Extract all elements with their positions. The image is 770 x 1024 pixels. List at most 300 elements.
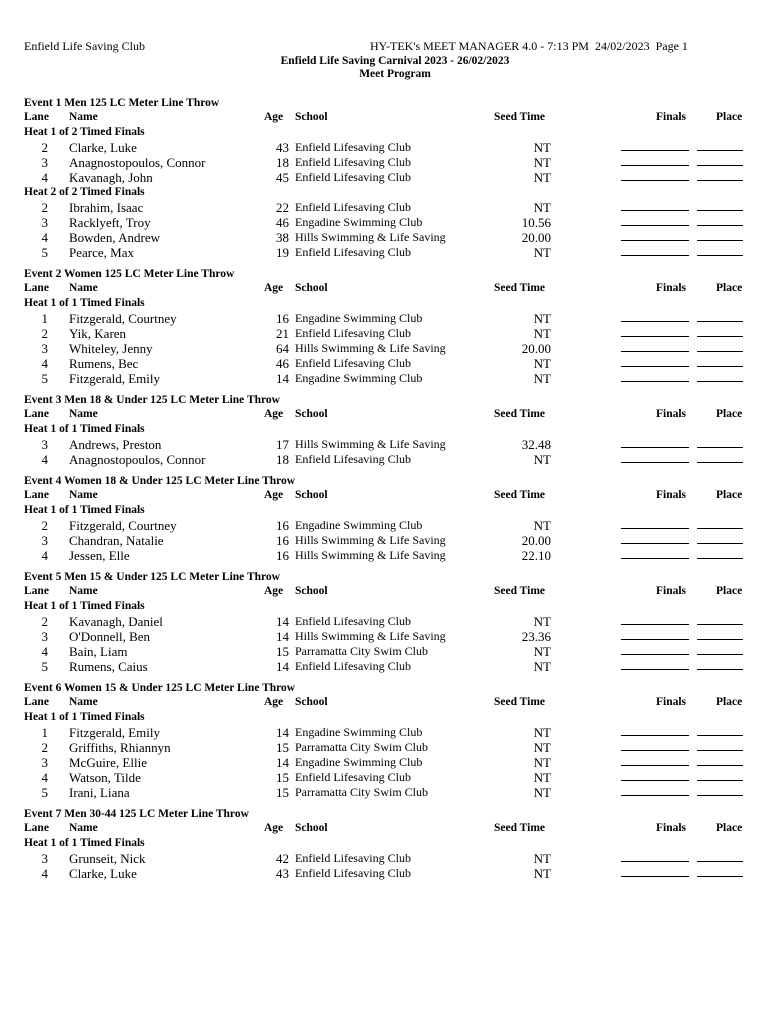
finals-blank-line xyxy=(621,225,689,226)
finals-blank-line xyxy=(621,462,689,463)
place-blank-line xyxy=(697,366,743,367)
seed-time: 23.36 xyxy=(521,629,551,644)
swimmer-name: Anagnostopoulos, Connor xyxy=(69,452,206,467)
name-header: Name xyxy=(69,696,98,708)
entry-row xyxy=(24,548,746,563)
seed-time: 22.10 xyxy=(521,548,551,563)
swimmer-age: 22 xyxy=(276,200,289,215)
school-name: Engadine Swimming Club xyxy=(295,371,423,385)
finals-blank-line xyxy=(621,861,689,862)
place-blank-line xyxy=(697,780,743,781)
event-block xyxy=(24,394,746,467)
lane-header: Lane xyxy=(24,585,49,597)
place-blank-line xyxy=(697,165,743,166)
column-header-row xyxy=(24,110,746,125)
lane-number: 3 xyxy=(41,533,48,548)
age-header: Age xyxy=(264,822,284,834)
entry-row xyxy=(24,755,746,770)
entry-row xyxy=(24,725,746,740)
swimmer-age: 14 xyxy=(276,371,289,386)
event-title: Event 5 Men 15 & Under 125 LC Meter Line Throw xyxy=(24,571,280,583)
finals-blank-line xyxy=(621,351,689,352)
swimmer-age: 14 xyxy=(276,629,289,644)
swimmer-name: Ibrahim, Isaac xyxy=(69,200,144,215)
finals-blank-line xyxy=(621,780,689,781)
school-name: Engadine Swimming Club xyxy=(295,215,423,229)
lane-number: 4 xyxy=(41,356,48,371)
school-name: Enfield Lifesaving Club xyxy=(295,851,411,865)
lane-number: 5 xyxy=(41,659,48,674)
finals-blank-line xyxy=(621,624,689,625)
name-header: Name xyxy=(69,282,98,294)
entry-row xyxy=(24,200,746,215)
school-name: Enfield Lifesaving Club xyxy=(295,866,411,880)
place-header: Place xyxy=(716,489,743,501)
lane-number: 4 xyxy=(41,644,48,659)
seed-time: NT xyxy=(533,785,551,800)
school-header: School xyxy=(295,489,328,501)
seed-time: NT xyxy=(533,614,551,629)
swimmer-name: Pearce, Max xyxy=(69,245,134,260)
entry-row xyxy=(24,326,746,341)
school-name: Parramatta City Swim Club xyxy=(295,740,428,754)
school-name: Enfield Lifesaving Club xyxy=(295,140,411,154)
finals-blank-line xyxy=(621,447,689,448)
swimmer-name: Bowden, Andrew xyxy=(69,230,160,245)
lane-number: 2 xyxy=(41,326,48,341)
swimmer-age: 14 xyxy=(276,659,289,674)
entry-row xyxy=(24,371,746,386)
place-blank-line xyxy=(697,150,743,151)
finals-blank-line xyxy=(621,381,689,382)
place-blank-line xyxy=(697,447,743,448)
lane-number: 2 xyxy=(41,740,48,755)
lane-number: 4 xyxy=(41,548,48,563)
place-blank-line xyxy=(697,240,743,241)
heat-label: Heat 1 of 1 Timed Finals xyxy=(24,711,145,723)
seed-time: NT xyxy=(533,644,551,659)
finals-blank-line xyxy=(621,765,689,766)
seed-time: NT xyxy=(533,851,551,866)
place-header: Place xyxy=(716,408,743,420)
entry-row xyxy=(24,629,746,644)
school-name: Hills Swimming & Life Saving xyxy=(295,437,446,451)
event-block xyxy=(24,682,746,800)
name-header: Name xyxy=(69,111,98,123)
seed-time-header: Seed Time xyxy=(494,408,546,420)
swimmer-age: 21 xyxy=(276,326,289,341)
entry-row xyxy=(24,311,746,326)
event-title: Event 7 Men 30-44 125 LC Meter Line Throw xyxy=(24,808,249,820)
swimmer-name: Rumens, Bec xyxy=(69,356,139,371)
entry-row xyxy=(24,230,746,245)
age-header: Age xyxy=(264,282,284,294)
swimmer-age: 15 xyxy=(276,785,289,800)
finals-header: Finals xyxy=(656,282,687,294)
seed-time: NT xyxy=(533,866,551,881)
school-header: School xyxy=(295,822,328,834)
entry-row xyxy=(24,341,746,356)
event-title: Event 1 Men 125 LC Meter Line Throw xyxy=(24,97,220,109)
entry-row xyxy=(24,356,746,371)
place-blank-line xyxy=(697,462,743,463)
swimmer-age: 46 xyxy=(276,356,289,371)
seed-time: NT xyxy=(533,245,551,260)
age-header: Age xyxy=(264,489,284,501)
column-header-row xyxy=(24,821,746,836)
place-blank-line xyxy=(697,321,743,322)
seed-time-header: Seed Time xyxy=(494,585,546,597)
school-name: Enfield Lifesaving Club xyxy=(295,452,411,466)
name-header: Name xyxy=(69,408,98,420)
place-blank-line xyxy=(697,765,743,766)
events-list xyxy=(24,97,746,889)
lane-header: Lane xyxy=(24,408,49,420)
seed-time: NT xyxy=(533,170,551,185)
school-name: Enfield Lifesaving Club xyxy=(295,770,411,784)
lane-number: 4 xyxy=(41,770,48,785)
seed-time: 20.00 xyxy=(521,230,551,245)
lane-number: 3 xyxy=(41,851,48,866)
place-header: Place xyxy=(716,282,743,294)
lane-number: 5 xyxy=(41,785,48,800)
swimmer-name: Racklyeft, Troy xyxy=(69,215,151,230)
entry-row xyxy=(24,770,746,785)
lane-number: 4 xyxy=(41,452,48,467)
swimmer-age: 38 xyxy=(276,230,289,245)
swimmer-name: Andrews, Preston xyxy=(69,437,162,452)
finals-blank-line xyxy=(621,240,689,241)
seed-time: NT xyxy=(533,311,551,326)
place-header: Place xyxy=(716,111,743,123)
lane-number: 5 xyxy=(41,371,48,386)
swimmer-name: Watson, Tilde xyxy=(69,770,141,785)
place-header: Place xyxy=(716,696,743,708)
swimmer-name: Jessen, Elle xyxy=(69,548,130,563)
heat-label: Heat 2 of 2 Timed Finals xyxy=(24,186,145,198)
school-name: Enfield Lifesaving Club xyxy=(295,200,411,214)
heat-label: Heat 1 of 1 Timed Finals xyxy=(24,297,145,309)
swimmer-age: 16 xyxy=(276,548,289,563)
swimmer-name: Bain, Liam xyxy=(69,644,128,659)
school-name: Engadine Swimming Club xyxy=(295,311,423,325)
entry-row xyxy=(24,740,746,755)
name-header: Name xyxy=(69,822,98,834)
swimmer-age: 14 xyxy=(276,725,289,740)
finals-blank-line xyxy=(621,876,689,877)
place-blank-line xyxy=(697,225,743,226)
school-name: Hills Swimming & Life Saving xyxy=(295,533,446,547)
seed-time: NT xyxy=(533,755,551,770)
finals-blank-line xyxy=(621,150,689,151)
place-blank-line xyxy=(697,558,743,559)
school-name: Parramatta City Swim Club xyxy=(295,785,428,799)
school-name: Enfield Lifesaving Club xyxy=(295,659,411,673)
entry-row xyxy=(24,785,746,800)
lane-number: 2 xyxy=(41,518,48,533)
finals-blank-line xyxy=(621,210,689,211)
swimmer-age: 42 xyxy=(276,851,289,866)
lane-number: 2 xyxy=(41,614,48,629)
swimmer-name: Yik, Karen xyxy=(69,326,127,341)
swimmer-name: Kavanagh, Daniel xyxy=(69,614,163,629)
swimmer-age: 15 xyxy=(276,644,289,659)
swimmer-age: 15 xyxy=(276,770,289,785)
event-block xyxy=(24,571,746,674)
school-name: Engadine Swimming Club xyxy=(295,755,423,769)
seed-time: 10.56 xyxy=(521,215,551,230)
seed-time-header: Seed Time xyxy=(494,111,546,123)
finals-blank-line xyxy=(621,735,689,736)
place-blank-line xyxy=(697,654,743,655)
seed-time: NT xyxy=(533,725,551,740)
school-header: School xyxy=(295,111,328,123)
age-header: Age xyxy=(264,696,284,708)
entry-row xyxy=(24,644,746,659)
lane-number: 2 xyxy=(41,200,48,215)
lane-number: 3 xyxy=(41,155,48,170)
meet-title: Enfield Life Saving Carnival 2023 - 26/02/2023 xyxy=(280,55,510,67)
age-header: Age xyxy=(264,111,284,123)
swimmer-name: O'Donnell, Ben xyxy=(69,629,151,644)
swimmer-name: Chandran, Natalie xyxy=(69,533,164,548)
place-blank-line xyxy=(697,351,743,352)
place-blank-line xyxy=(697,624,743,625)
swimmer-name: Fitzgerald, Emily xyxy=(69,371,160,386)
school-name: Enfield Lifesaving Club xyxy=(295,356,411,370)
finals-blank-line xyxy=(621,255,689,256)
finals-blank-line xyxy=(621,165,689,166)
age-header: Age xyxy=(264,585,284,597)
finals-blank-line xyxy=(621,750,689,751)
column-header-row xyxy=(24,281,746,296)
meet-manager-header: HY-TEK's MEET MANAGER 4.0 - 7:13 PM 24/02/2023 Page 1 xyxy=(370,39,688,53)
column-header-row xyxy=(24,488,746,503)
lane-number: 1 xyxy=(41,311,48,326)
heat-label: Heat 1 of 2 Timed Finals xyxy=(24,126,145,138)
swimmer-age: 45 xyxy=(276,170,289,185)
seed-time: NT xyxy=(533,200,551,215)
name-header: Name xyxy=(69,489,98,501)
swimmer-age: 14 xyxy=(276,755,289,770)
entry-row xyxy=(24,659,746,674)
place-blank-line xyxy=(697,876,743,877)
swimmer-name: Rumens, Caius xyxy=(69,659,148,674)
entry-row xyxy=(24,215,746,230)
lane-number: 4 xyxy=(41,866,48,881)
school-name: Enfield Lifesaving Club xyxy=(295,326,411,340)
event-block xyxy=(24,808,746,881)
school-name: Engadine Swimming Club xyxy=(295,725,423,739)
swimmer-age: 64 xyxy=(276,341,289,356)
meet-subtitle: Meet Program xyxy=(359,68,431,80)
place-blank-line xyxy=(697,180,743,181)
swimmer-age: 16 xyxy=(276,518,289,533)
swimmer-name: Anagnostopoulos, Connor xyxy=(69,155,206,170)
heat-label: Heat 1 of 1 Timed Finals xyxy=(24,837,145,849)
swimmer-age: 19 xyxy=(276,245,289,260)
entry-row xyxy=(24,170,746,185)
age-header: Age xyxy=(264,408,284,420)
place-blank-line xyxy=(697,861,743,862)
seed-time: 20.00 xyxy=(521,533,551,548)
seed-time: 32.48 xyxy=(521,437,551,452)
swimmer-name: Grunseit, Nick xyxy=(69,851,146,866)
place-blank-line xyxy=(697,669,743,670)
swimmer-age: 17 xyxy=(276,437,289,452)
finals-blank-line xyxy=(621,795,689,796)
lane-header: Lane xyxy=(24,111,49,123)
swimmer-name: Clarke, Luke xyxy=(69,140,137,155)
place-blank-line xyxy=(697,336,743,337)
seed-time: NT xyxy=(533,740,551,755)
event-title: Event 4 Women 18 & Under 125 LC Meter Line Throw xyxy=(24,475,296,487)
swimmer-name: Whiteley, Jenny xyxy=(69,341,153,356)
place-blank-line xyxy=(697,255,743,256)
entry-row xyxy=(24,533,746,548)
seed-time: NT xyxy=(533,155,551,170)
lane-number: 3 xyxy=(41,755,48,770)
finals-blank-line xyxy=(621,669,689,670)
swimmer-name: Kavanagh, John xyxy=(69,170,153,185)
swimmer-age: 14 xyxy=(276,614,289,629)
event-title: Event 3 Men 18 & Under 125 LC Meter Line Throw xyxy=(24,394,280,406)
column-header-row xyxy=(24,695,746,710)
finals-blank-line xyxy=(621,639,689,640)
column-header-row xyxy=(24,407,746,422)
finals-blank-line xyxy=(621,336,689,337)
school-name: Hills Swimming & Life Saving xyxy=(295,230,446,244)
event-block xyxy=(24,475,746,563)
place-blank-line xyxy=(697,795,743,796)
entry-row xyxy=(24,437,746,452)
finals-header: Finals xyxy=(656,489,687,501)
finals-blank-line xyxy=(621,528,689,529)
lane-header: Lane xyxy=(24,489,49,501)
finals-header: Finals xyxy=(656,408,687,420)
lane-header: Lane xyxy=(24,696,49,708)
club-name: Enfield Life Saving Club xyxy=(24,39,145,53)
lane-number: 1 xyxy=(41,725,48,740)
event-title: Event 6 Women 15 & Under 125 LC Meter Line Throw xyxy=(24,682,296,694)
swimmer-age: 46 xyxy=(276,215,289,230)
swimmer-name: Griffiths, Rhiannyn xyxy=(69,740,171,755)
finals-header: Finals xyxy=(656,822,687,834)
heat-label: Heat 1 of 1 Timed Finals xyxy=(24,600,145,612)
school-header: School xyxy=(295,408,328,420)
finals-header: Finals xyxy=(656,696,687,708)
lane-number: 2 xyxy=(41,140,48,155)
seed-time: NT xyxy=(533,518,551,533)
entry-row xyxy=(24,140,746,155)
place-blank-line xyxy=(697,528,743,529)
lane-header: Lane xyxy=(24,282,49,294)
event-title: Event 2 Women 125 LC Meter Line Throw xyxy=(24,268,235,280)
school-name: Enfield Lifesaving Club xyxy=(295,155,411,169)
swimmer-age: 43 xyxy=(276,140,289,155)
swimmer-age: 16 xyxy=(276,311,289,326)
swimmer-age: 18 xyxy=(276,452,289,467)
school-name: Hills Swimming & Life Saving xyxy=(295,629,446,643)
entry-row xyxy=(24,518,746,533)
seed-time: NT xyxy=(533,659,551,674)
seed-time: NT xyxy=(533,356,551,371)
lane-number: 3 xyxy=(41,629,48,644)
entry-row xyxy=(24,851,746,866)
seed-time: NT xyxy=(533,770,551,785)
swimmer-age: 43 xyxy=(276,866,289,881)
school-name: Enfield Lifesaving Club xyxy=(295,614,411,628)
heat-label: Heat 1 of 1 Timed Finals xyxy=(24,423,145,435)
seed-time-header: Seed Time xyxy=(494,282,546,294)
seed-time: NT xyxy=(533,140,551,155)
seed-time: NT xyxy=(533,371,551,386)
school-header: School xyxy=(295,696,328,708)
place-blank-line xyxy=(697,750,743,751)
finals-blank-line xyxy=(621,558,689,559)
lane-number: 3 xyxy=(41,341,48,356)
lane-number: 4 xyxy=(41,230,48,245)
heat-label: Heat 1 of 1 Timed Finals xyxy=(24,504,145,516)
lane-number: 4 xyxy=(41,170,48,185)
school-name: Hills Swimming & Life Saving xyxy=(295,548,446,562)
lane-header: Lane xyxy=(24,822,49,834)
place-blank-line xyxy=(697,210,743,211)
finals-header: Finals xyxy=(656,111,687,123)
name-header: Name xyxy=(69,585,98,597)
seed-time: 20.00 xyxy=(521,341,551,356)
swimmer-age: 18 xyxy=(276,155,289,170)
lane-number: 3 xyxy=(41,215,48,230)
swimmer-age: 15 xyxy=(276,740,289,755)
swimmer-name: Clarke, Luke xyxy=(69,866,137,881)
seed-time-header: Seed Time xyxy=(494,696,546,708)
swimmer-name: McGuire, Ellie xyxy=(69,755,147,770)
place-blank-line xyxy=(697,735,743,736)
seed-time-header: Seed Time xyxy=(494,822,546,834)
school-name: Enfield Lifesaving Club xyxy=(295,245,411,259)
school-name: Engadine Swimming Club xyxy=(295,518,423,532)
place-header: Place xyxy=(716,822,743,834)
school-name: Enfield Lifesaving Club xyxy=(295,170,411,184)
event-block xyxy=(24,268,746,386)
school-header: School xyxy=(295,282,328,294)
place-blank-line xyxy=(697,543,743,544)
lane-number: 3 xyxy=(41,437,48,452)
event-block xyxy=(24,97,746,260)
school-name: Parramatta City Swim Club xyxy=(295,644,428,658)
swimmer-name: Fitzgerald, Courtney xyxy=(69,311,177,326)
seed-time: NT xyxy=(533,326,551,341)
finals-blank-line xyxy=(621,180,689,181)
school-name: Hills Swimming & Life Saving xyxy=(295,341,446,355)
place-blank-line xyxy=(697,381,743,382)
swimmer-name: Fitzgerald, Emily xyxy=(69,725,160,740)
finals-blank-line xyxy=(621,321,689,322)
place-header: Place xyxy=(716,585,743,597)
entry-row xyxy=(24,614,746,629)
entry-row xyxy=(24,452,746,467)
finals-blank-line xyxy=(621,654,689,655)
finals-header: Finals xyxy=(656,585,687,597)
entry-row xyxy=(24,155,746,170)
finals-blank-line xyxy=(621,543,689,544)
entry-row xyxy=(24,866,746,881)
seed-time-header: Seed Time xyxy=(494,489,546,501)
seed-time: NT xyxy=(533,452,551,467)
lane-number: 5 xyxy=(41,245,48,260)
entry-row xyxy=(24,245,746,260)
